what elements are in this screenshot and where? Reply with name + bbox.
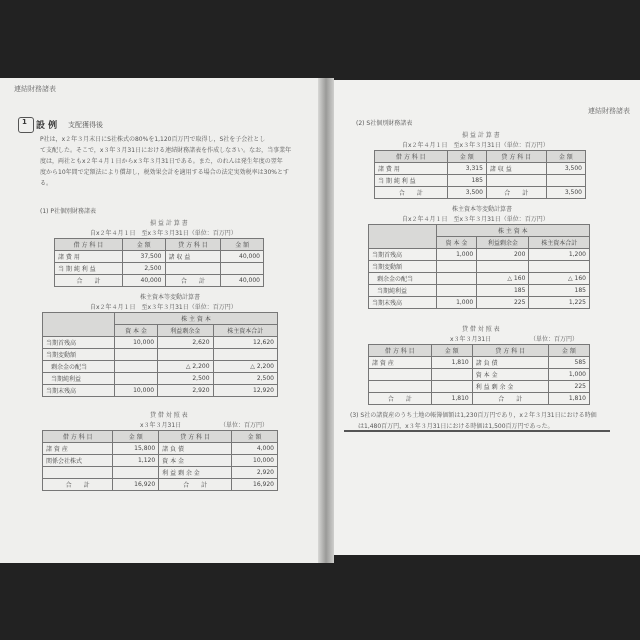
- header-cell: 金 額: [546, 151, 585, 163]
- right-running-header: 連結財務諸表: [588, 107, 630, 115]
- left-bs-date: x３年３月31日: [140, 422, 182, 429]
- right-subtitle: (2) S社個別財務諸表: [356, 120, 413, 127]
- table-cell: △ 160: [477, 273, 529, 285]
- header-cell: 資 本 金: [114, 325, 157, 337]
- table-cell: 10,000: [114, 385, 157, 397]
- table-cell: 225: [548, 381, 589, 393]
- table-cell: 剰余金の配当: [43, 361, 115, 373]
- table-row: [43, 337, 278, 349]
- table-cell: 当期首残高: [43, 337, 115, 349]
- table-row: [369, 357, 590, 369]
- table-cell: 1,120: [113, 455, 159, 467]
- left-bs-table: [42, 430, 278, 491]
- table-cell: 185: [529, 285, 590, 297]
- table-cell: [43, 467, 113, 479]
- table-cell: 1,000: [436, 249, 477, 261]
- table-cell: 12,920: [213, 385, 277, 397]
- table-cell: 剰余金の配当: [369, 273, 437, 285]
- table-cell: 当 期 純 利 益: [55, 263, 123, 275]
- table-cell: 諸 資 産: [369, 357, 432, 369]
- table-cell: 諸 収 益: [486, 163, 546, 175]
- table-cell: 資 本 金: [472, 369, 548, 381]
- table-cell: [436, 285, 477, 297]
- right-bs-table: [368, 344, 590, 405]
- table-cell: 諸 負 債: [159, 443, 232, 455]
- table-row: [369, 381, 590, 393]
- right-bs-title: 貸 借 対 照 表: [462, 326, 500, 333]
- table-row: [369, 369, 590, 381]
- header-cell: 金 額: [122, 239, 165, 251]
- table-cell: 1,810: [548, 393, 589, 405]
- table-cell: 当期首残高: [369, 249, 437, 261]
- table-cell: 1,200: [529, 249, 590, 261]
- table-cell: [546, 175, 585, 187]
- header-cell: 借 方 科 目: [55, 239, 123, 251]
- table-cell: 合 計: [369, 393, 432, 405]
- table-cell: 200: [477, 249, 529, 261]
- right-pl-title: 損 益 計 算 書: [462, 132, 500, 139]
- table-cell: 40,000: [221, 275, 264, 287]
- intro-line: 度は，両社ともx２年４月１日からx３年３月31日である。また，のれんは発生年度の翌年: [40, 158, 283, 165]
- header-cell: 資 本 金: [436, 237, 477, 249]
- table-cell: 16,920: [113, 479, 159, 491]
- right-pl-table: [374, 150, 586, 199]
- table-cell: [477, 261, 529, 273]
- header-cell: 金 額: [431, 345, 472, 357]
- table-cell: 37,500: [122, 251, 165, 263]
- table-cell: 利 益 剰 余 金: [472, 381, 548, 393]
- table-cell: 2,500: [158, 373, 213, 385]
- table-cell: 合 計: [486, 187, 546, 199]
- table-cell: [114, 349, 157, 361]
- table-cell: 当期末残高: [369, 297, 437, 309]
- table-cell: 225: [477, 297, 529, 309]
- table-row: [55, 251, 264, 263]
- table-cell: 当期純利益: [369, 285, 437, 297]
- table-cell: 当 期 純 利 益: [375, 175, 448, 187]
- table-cell: 1,810: [431, 357, 472, 369]
- table-cell: 諸 資 産: [43, 443, 113, 455]
- table-cell: 諸 収 益: [165, 251, 221, 263]
- table-cell: 10,000: [232, 455, 278, 467]
- table-cell: [369, 381, 432, 393]
- header-cell: 株 主 資 本: [436, 225, 589, 237]
- header-cell: 借 方 科 目: [369, 345, 432, 357]
- table-row: [43, 443, 278, 455]
- table-cell: △ 2,200: [158, 361, 213, 373]
- intro-line: 度から10年間で定額法により償却し，税効果会計を適用する場合の法定実効税率は30%とす: [40, 169, 289, 176]
- table-row: [369, 261, 590, 273]
- table-header-row: [43, 313, 278, 325]
- table-cell: [431, 369, 472, 381]
- table-row: [43, 467, 278, 479]
- table-cell: 1,810: [431, 393, 472, 405]
- table-cell: 3,500: [546, 187, 585, 199]
- table-cell: [158, 349, 213, 361]
- note-line: (3) S社の諸資産のうち土地の帳簿価額は1,230百万円であり，x２年３月31日における時価: [350, 412, 597, 419]
- table-cell: 12,620: [213, 337, 277, 349]
- table-cell: 合 計: [472, 393, 548, 405]
- left-pl-title: 損 益 計 算 書: [150, 220, 188, 227]
- table-cell: 185: [477, 285, 529, 297]
- table-cell: 1,225: [529, 297, 590, 309]
- header-cell: 貸 方 科 目: [472, 345, 548, 357]
- table-row: [375, 187, 586, 199]
- table-cell: 合 計: [165, 275, 221, 287]
- table-cell: [114, 361, 157, 373]
- table-row: [43, 349, 278, 361]
- intro-line: P社は，x２年３月末日にS社株式の80%を1,120百万円で取得し，S社を子会社とし: [40, 136, 266, 143]
- table-cell: [436, 261, 477, 273]
- header-cell: [369, 225, 437, 249]
- header-cell: 金 額: [548, 345, 589, 357]
- table-header-row: [43, 431, 278, 443]
- table-row: [369, 273, 590, 285]
- table-cell: 合 計: [159, 479, 232, 491]
- table-cell: [486, 175, 546, 187]
- table-cell: 合 計: [55, 275, 123, 287]
- table-cell: 1,000: [436, 297, 477, 309]
- table-cell: 4,000: [232, 443, 278, 455]
- table-cell: [369, 369, 432, 381]
- table-row: [369, 297, 590, 309]
- left-pl-period: 自x２年４月１日 至x３年３月31日（単位：百万円）: [90, 230, 237, 237]
- left-pl-table: [54, 238, 264, 287]
- table-cell: 合 計: [375, 187, 448, 199]
- header-cell: 金 額: [447, 151, 486, 163]
- table-cell: [431, 381, 472, 393]
- left-bs-unit: （単位：百万円）: [220, 422, 269, 429]
- header-cell: 株主資本合計: [529, 237, 590, 249]
- header-cell: 貸 方 科 目: [486, 151, 546, 163]
- table-cell: [114, 373, 157, 385]
- table-header-row: [375, 151, 586, 163]
- table-cell: [529, 261, 590, 273]
- right-ss-title: 株主資本等変動計算書: [452, 206, 513, 213]
- table-cell: 当期純利益: [43, 373, 115, 385]
- right-bs-unit: （単位：百万円）: [530, 336, 579, 343]
- table-row: [369, 249, 590, 261]
- table-cell: 2,920: [232, 467, 278, 479]
- header-cell: 借 方 科 目: [375, 151, 448, 163]
- header-cell: 貸 方 科 目: [159, 431, 232, 443]
- left-subtitle: (1) P社個別財務諸表: [40, 208, 97, 215]
- table-cell: 1,000: [548, 369, 589, 381]
- header-cell: 金 額: [221, 239, 264, 251]
- intro-line: て支配した。そこで，x３年３月31日における連結財務諸表を作成しなさい。なお，当事業年: [40, 147, 292, 154]
- table-cell: [213, 349, 277, 361]
- table-row: [369, 285, 590, 297]
- table-row: [43, 385, 278, 397]
- note-line: は1,480百万円，x３年３月31日における時価は1,500百万円であった。: [358, 423, 554, 430]
- table-cell: 16,920: [232, 479, 278, 491]
- table-cell: △ 160: [529, 273, 590, 285]
- table-row: [55, 263, 264, 275]
- table-cell: 40,000: [221, 251, 264, 263]
- header-cell: [43, 313, 115, 337]
- table-cell: 2,920: [158, 385, 213, 397]
- header-cell: 利益剰余金: [477, 237, 529, 249]
- table-cell: [221, 263, 264, 275]
- table-row: [43, 361, 278, 373]
- table-cell: 2,500: [122, 263, 165, 275]
- section-sub: 支配獲得後: [68, 121, 103, 129]
- intro-line: る。: [40, 180, 53, 187]
- table-cell: [113, 467, 159, 479]
- table-cell: 当期変動額: [369, 261, 437, 273]
- table-header-row: [55, 239, 264, 251]
- left-ss-title: 株主資本等変動計算書: [140, 294, 201, 301]
- table-cell: 関係会社株式: [43, 455, 113, 467]
- table-cell: △ 2,200: [213, 361, 277, 373]
- table-row: [55, 275, 264, 287]
- left-running-header: 連結財務諸表: [14, 85, 56, 93]
- header-cell: 貸 方 科 目: [165, 239, 221, 251]
- table-cell: 585: [548, 357, 589, 369]
- left-ss-table: [42, 312, 278, 397]
- table-header-row: [369, 345, 590, 357]
- table-cell: 3,315: [447, 163, 486, 175]
- table-cell: 2,500: [213, 373, 277, 385]
- section-label: 設 例: [36, 121, 58, 131]
- table-cell: 185: [447, 175, 486, 187]
- table-row: [375, 175, 586, 187]
- table-row: [43, 373, 278, 385]
- right-pl-period: 自x２年４月１日 至x３年３月31日（単位：百万円）: [402, 142, 549, 149]
- header-cell: 金 額: [232, 431, 278, 443]
- table-row: [375, 163, 586, 175]
- table-row: [369, 393, 590, 405]
- right-ss-period: 自x２年４月１日 至x３年３月31日（単位：百万円）: [402, 216, 549, 223]
- table-row: [43, 479, 278, 491]
- table-cell: 諸 費 用: [375, 163, 448, 175]
- left-ss-period: 自x２年４月１日 至x３年３月31日（単位：百万円）: [90, 304, 237, 311]
- table-cell: 諸 負 債: [472, 357, 548, 369]
- table-cell: 3,500: [546, 163, 585, 175]
- right-ss-table: [368, 224, 590, 309]
- right-bs-date: x３年３月31日: [450, 336, 492, 343]
- table-cell: 15,800: [113, 443, 159, 455]
- table-cell: 10,000: [114, 337, 157, 349]
- table-cell: [436, 273, 477, 285]
- table-cell: 2,620: [158, 337, 213, 349]
- left-bs-title: 貸 借 対 照 表: [150, 412, 188, 419]
- table-cell: 諸 費 用: [55, 251, 123, 263]
- section-number: 1: [22, 118, 27, 126]
- table-cell: 40,000: [122, 275, 165, 287]
- table-cell: [165, 263, 221, 275]
- header-cell: 株主資本合計: [213, 325, 277, 337]
- header-cell: 株 主 資 本: [114, 313, 277, 325]
- table-cell: 合 計: [43, 479, 113, 491]
- table-row: [43, 455, 278, 467]
- table-cell: 利 益 剰 余 金: [159, 467, 232, 479]
- header-cell: 利益剰余金: [158, 325, 213, 337]
- table-cell: 当期変動額: [43, 349, 115, 361]
- table-cell: 3,500: [447, 187, 486, 199]
- table-header-row: [369, 225, 590, 237]
- book-gutter: [318, 78, 334, 563]
- table-cell: 資 本 金: [159, 455, 232, 467]
- header-cell: 借 方 科 目: [43, 431, 113, 443]
- header-cell: 金 額: [113, 431, 159, 443]
- table-cell: 当期末残高: [43, 385, 115, 397]
- section-divider: [344, 430, 610, 432]
